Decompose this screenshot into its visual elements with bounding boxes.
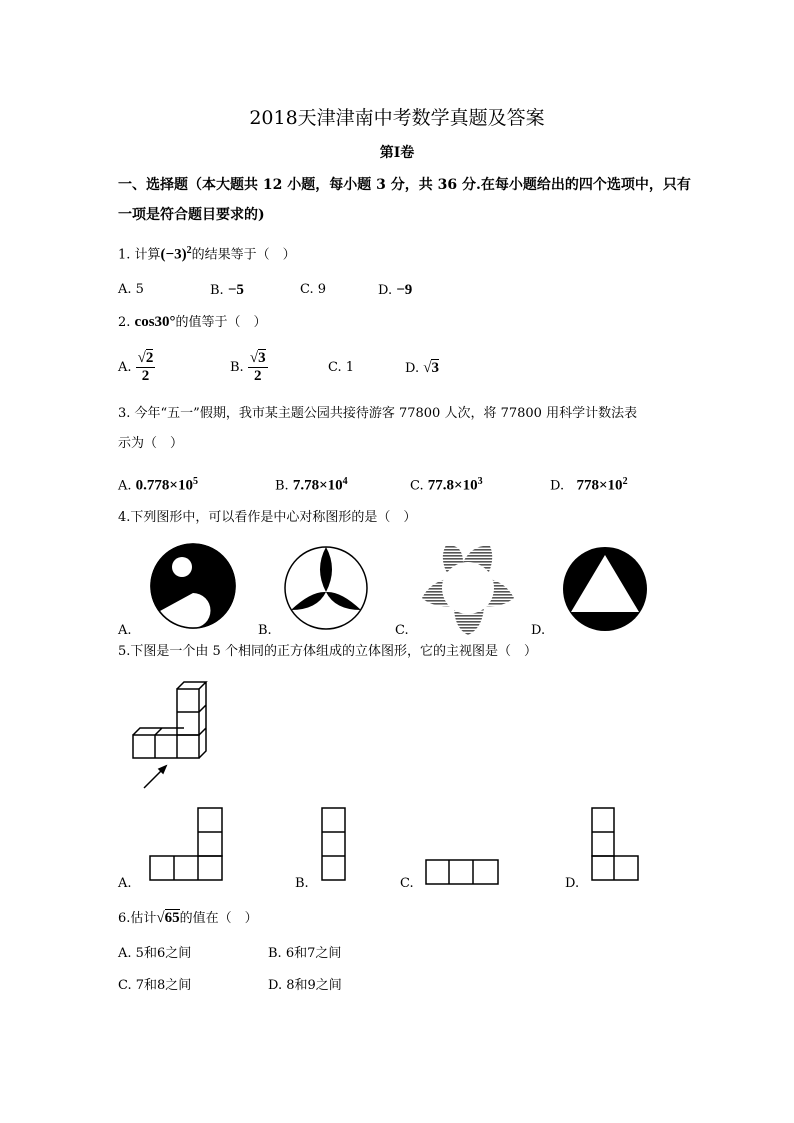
q6-option-d: D. 8和9之间	[268, 978, 342, 993]
q6-option-b: B. 6和7之间	[268, 946, 342, 961]
q1-option-a: A. 5	[118, 282, 144, 297]
q5-option-d-figure	[590, 806, 642, 882]
q2-option-b: B. $\frac{√3}{2}$	[230, 350, 266, 384]
q6-radicand: 65	[164, 910, 180, 926]
q3-option-a: A. $0.778\times 10^5$	[118, 476, 198, 494]
q5-label-c: C.	[400, 876, 414, 891]
q4-label-c: C.	[395, 623, 409, 638]
question-3-line1: 3. 今年“五一”假期，我市某主题公园共接待游客 77800 人次，将 77800 用科学计数法表	[118, 406, 638, 421]
q2-expression: cos30°	[134, 314, 176, 330]
q5-option-a-figure	[148, 806, 224, 882]
figure-4c-flower	[418, 540, 518, 636]
q3-option-b: B. $7.78\times 10^4$	[275, 476, 348, 494]
q1-option-c: C. 9	[300, 282, 327, 297]
question-1	[118, 242, 296, 264]
q1-suffix: 的结果等于（ ）	[191, 247, 296, 263]
q1-exponent: 2	[186, 245, 192, 256]
document-title: 2018天津津南中考数学真题及答案	[249, 107, 545, 129]
q3-option-c: C. $77.8\times 10^3$	[410, 476, 483, 494]
question-6: 6.估计√65的值在（ ）	[118, 910, 258, 926]
q5-option-b-figure	[320, 806, 348, 882]
q4-label-a: A.	[118, 623, 132, 638]
q5-label-a: A.	[118, 876, 132, 891]
q2-option-c: C. 1	[328, 360, 355, 375]
section-heading-line1: 一、选择题（本大题共 12 小题，每小题 3 分，共 36 分.在每小题给出的四个选项中，只有	[118, 177, 691, 193]
volume-heading: 第Ⅰ卷	[379, 145, 415, 161]
q1-prefix: 1. 计算	[118, 247, 161, 263]
q5-option-c-figure	[404, 858, 500, 886]
q5-label-b: B.	[295, 876, 309, 891]
q4-label-b: B.	[258, 623, 272, 638]
q1-option-b: B. −5	[210, 282, 244, 298]
q1-expression: (−3)	[160, 246, 187, 263]
question-4: 4.下列图形中，可以看作是中心对称图形的是（ ）	[118, 510, 417, 525]
q4-label-d: D.	[531, 623, 546, 638]
figure-4d-triangle-in-circle	[561, 545, 649, 633]
q5-label-d: D.	[565, 876, 580, 891]
section-heading-line2: 一项是符合题目要求的)	[118, 207, 265, 223]
q6-option-c: C. 7和8之间	[118, 978, 192, 993]
question-2: 2. cos30°的值等于（ ）	[118, 314, 267, 330]
q6-option-a: A. 5和6之间	[118, 946, 192, 961]
figure-4a-tomoe	[148, 541, 238, 631]
q2-option-d: D. √3	[405, 360, 439, 376]
figure-4b-trefoil	[283, 544, 369, 632]
q3-option-d: D. $778\times 10^2$	[550, 476, 628, 494]
question-5: 5.下图是一个由 5 个相同的正方体组成的立体图形，它的主视图是（ ）	[118, 644, 537, 659]
q1-option-d: D. −9	[378, 282, 413, 298]
question-3-line2: 示为（ ）	[118, 436, 184, 451]
q2-option-a: A. $\frac{√2}{2}$	[118, 350, 154, 384]
figure-5-cube-solid	[130, 675, 220, 795]
